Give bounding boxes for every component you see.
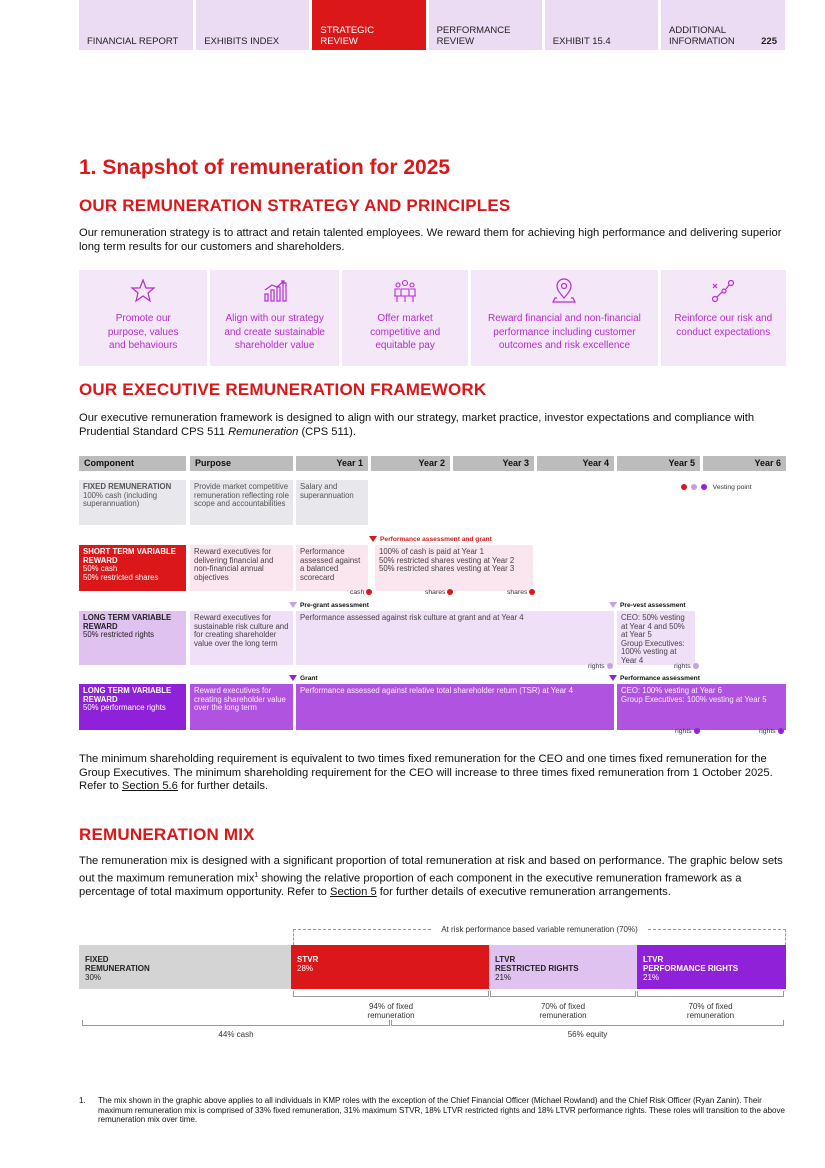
framework-table [79, 456, 786, 741]
cash-label: 44% cash [218, 1030, 254, 1039]
header-year1: Year 1 [296, 456, 368, 471]
framework-heading: OUR EXECUTIVE REMUNERATION FRAMEWORK [79, 380, 487, 399]
vesting-legend: Vesting point [679, 484, 752, 491]
header-year4: Year 4 [537, 456, 614, 471]
ltvr-pr-brace [637, 991, 784, 997]
section-5-link[interactable]: Section 5 [330, 886, 377, 899]
tab-exhibits-index[interactable]: EXHIBITS INDEX [196, 0, 309, 50]
header-year2: Year 2 [371, 456, 450, 471]
ltvr-pr-dot: rights [759, 728, 784, 735]
ltvr-rr-dot: rights [674, 663, 699, 670]
ltvr-rr-marker: Pre-grant assessment [289, 602, 369, 609]
strategy-intro: Our remuneration strategy is to attract and retain talented employees. We reward them for achieving high performance and delivering superior long term results for our customers and shareholders. [79, 227, 782, 253]
ltvr-rr-body: Performance assessed against risk culture at grant and at Year 4 [296, 611, 614, 665]
strategy-heading: OUR REMUNERATION STRATEGY AND PRINCIPLES [79, 196, 511, 215]
footnote: 1. The mix shown in the graphic above applies to all individuals in KMP roles with the exception of the Chief Financial Officer (Michael Rowland) and the Chief Risk Officer (Ryan Zanin). Their maximum remuneration mix is comprised of 33% fixed remuneration, 31% maximum STVR, 18% LTVR restricted rights and 18% LTVR performance rights. These roles will transition to the above remuneration mix over time. [79, 1096, 785, 1124]
principle-card: Offer market competitive and equitable pay [342, 270, 468, 366]
location-pin-icon [551, 278, 577, 304]
section-5-6-link[interactable]: Section 5.6 [121, 780, 178, 793]
cash-brace [82, 1020, 390, 1026]
ltvr-rr-brace-label: 70% of fixed remuneration [539, 1002, 587, 1020]
growth-chart-icon [262, 278, 288, 304]
top-navigation [79, 0, 785, 50]
equity-label: 56% equity [567, 1030, 608, 1039]
stvr-year1: Performance assessed against a balanced scorecard [296, 545, 368, 591]
shareholding-note: The minimum shareholding requirement is equivalent to two times fixed remuneration for the CEO and one times fixed remuneration for the Group Executives. The minimum shareholding requirement for the CEO will increase to three times fixed remuneration from 1 October 2025. Refer to Section 5.6 for further details. [79, 753, 773, 793]
stvr-detail: 100% of cash is paid at Year 1 50% restricted shares vesting at Year 2 50% restricted shares vesting at Year 3 [375, 545, 533, 591]
ltvr-rr-brace [490, 991, 636, 997]
stvr-dot-shares: shares [507, 589, 535, 596]
ltvr-pr-brace-label: 70% of fixed remuneration [686, 1002, 735, 1020]
ltvr-rr-detail: CEO: 50% vesting at Year 4 and 50% at Year 5 Group Executives: 100% vesting at Year 4 [617, 611, 695, 665]
principle-card: Reinforce our risk and conduct expectations [661, 270, 786, 366]
ltvr-pr-marker: Grant [289, 675, 318, 682]
header-component: Component [79, 456, 186, 471]
ltvr-pr-body: Performance assessed against relative total shareholder return (TSR) at Year 4 [296, 684, 614, 730]
principle-card: Align with our strategy and create sustainable shareholder value [210, 270, 338, 366]
ltvr-rr-component: LONG TERM VARIABLE REWARD 50% restricted rights [79, 611, 186, 665]
tab-financial-report[interactable]: FINANCIAL REPORT [79, 0, 193, 50]
mix-intro: The remuneration mix is designed with a significant proportion of total remuneration at risk and based on performance. The graphic below sets out the maximum remuneration mix$^1$ showing the relative proportion of each component in the executive remuneration framework as a percentage of total maximum opportunity. Refer to Section 5 for further details of executive remuneration arrangements. [79, 855, 783, 899]
at-risk-label: At risk performance based variable remuneration (70%) [431, 925, 648, 934]
mix-segment-ltvr-restricted: LTVR RESTRICTED RIGHTS 21% [489, 945, 637, 989]
ltvr-pr-marker2: Performance assessment [609, 675, 700, 682]
stvr-dot-cash: cash [350, 589, 372, 596]
header-purpose: Purpose [190, 456, 293, 471]
equity-brace [391, 1020, 784, 1026]
stvr-purpose: Reward executives for delivering financial and non-financial annual objectives [190, 545, 293, 591]
stvr-dot-shares: shares [425, 589, 453, 596]
ltvr-pr-purpose: Reward executives for creating shareholder value over the long term [190, 684, 293, 730]
page-title: 1. Snapshot of remuneration for 2025 [79, 156, 451, 179]
header-year3: Year 3 [453, 456, 534, 471]
people-group-icon [392, 278, 418, 304]
mix-heading: REMUNERATION MIX [79, 825, 255, 844]
fixed-component: FIXED REMUNERATION 100% cash (including superannuation) [79, 480, 186, 525]
tab-exhibit-15-4[interactable]: EXHIBIT 15.4 [545, 0, 658, 50]
tab-strategic-review[interactable]: STRATEGIC REVIEW [312, 0, 425, 50]
ltvr-pr-dot: rights [675, 728, 700, 735]
stvr-component: SHORT TERM VARIABLE REWARD 50% cash 50% restricted shares [79, 545, 186, 591]
ltvr-rr-purpose: Reward executives for sustainable risk culture and for creating shareholder value over the long term [190, 611, 293, 665]
fixed-year1: Salary and superannuation [296, 480, 368, 525]
mix-segment-ltvr-performance: LTVR PERFORMANCE RIGHTS 21% [637, 945, 786, 989]
stvr-brace [293, 991, 489, 997]
ltvr-rr-marker2: Pre-vest assessment [609, 602, 686, 609]
framework-intro: Our executive remuneration framework is designed to align with our strategy, market practice, investor expectations and compliance with Prudential Standard CPS 511 Remuneration (CPS 511). [79, 412, 755, 438]
tab-additional-information[interactable]: ADDITIONAL INFORMATION 225 [661, 0, 785, 50]
mix-segment-stvr: STVR 28% [291, 945, 489, 989]
stvr-brace-label: 94% of fixed remuneration [367, 1002, 415, 1020]
header-year6: Year 6 [703, 456, 786, 471]
ltvr-rr-dot: rights [588, 663, 613, 670]
mix-segment-fixed: FIXED REMUNERATION 30% [79, 945, 291, 989]
principles-row [79, 270, 786, 366]
ltvr-pr-component: LONG TERM VARIABLE REWARD 50% performance rights [79, 684, 186, 730]
header-year5: Year 5 [617, 456, 700, 471]
principle-card: Promote our purpose, values and behaviours [79, 270, 207, 366]
page-number: 225 [761, 36, 777, 47]
star-icon [130, 278, 156, 304]
principle-card: Reward financial and non-financial performance including customer outcomes and risk excellence [471, 270, 657, 366]
ltvr-pr-detail: CEO: 100% vesting at Year 6 Group Executives: 100% vesting at Year 5 [617, 684, 786, 730]
stvr-marker: Performance assessment and grant [369, 536, 492, 543]
route-icon [710, 278, 736, 304]
fixed-purpose: Provide market competitive remuneration reflecting role scope and accountabilities [190, 480, 293, 525]
remuneration-mix-chart [79, 925, 786, 1045]
tab-performance-review[interactable]: PERFORMANCE REVIEW [429, 0, 542, 50]
